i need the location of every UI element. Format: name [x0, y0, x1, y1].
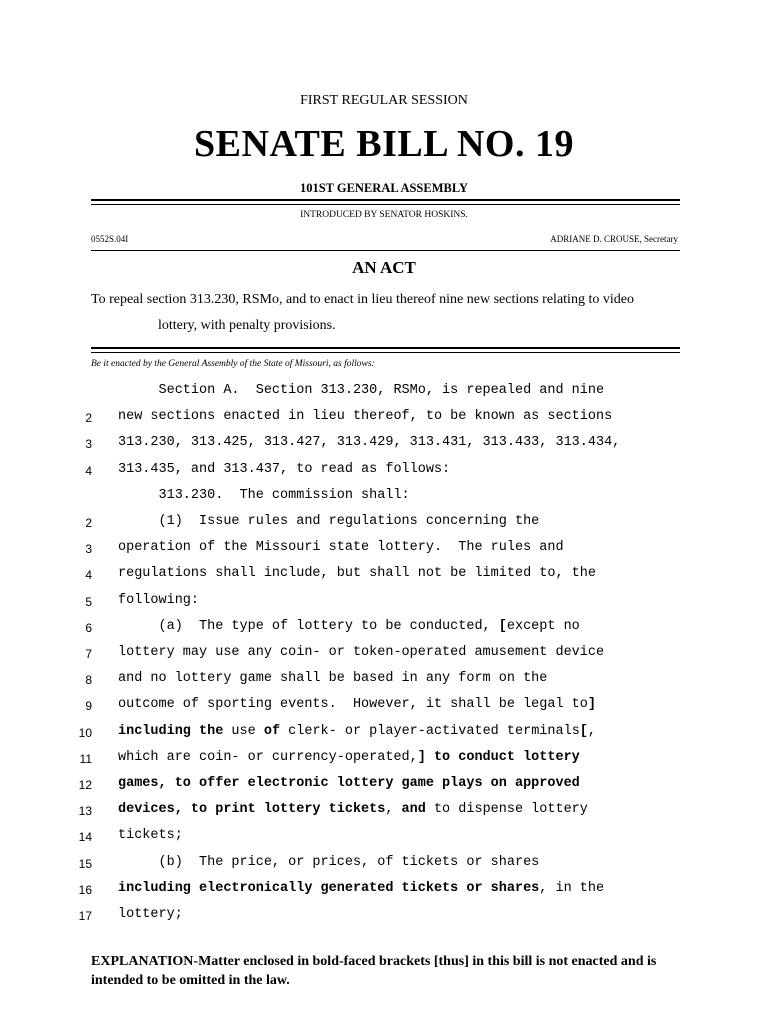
- line-text: [118, 514, 539, 529]
- bill-line: [0, 696, 768, 722]
- line-text: [118, 462, 450, 477]
- bill-line: [0, 880, 768, 906]
- line-number: 7: [85, 647, 92, 661]
- bold-text-segment: devices, to print lottery tickets: [118, 802, 386, 818]
- line-number: 14: [78, 830, 92, 845]
- bill-line: [0, 670, 768, 696]
- line-text: [118, 776, 580, 791]
- line-text: [118, 697, 596, 712]
- bold-text-segment: games, to offer electronic lottery game plays on approved: [118, 776, 580, 791]
- text-segment: and no lottery game shall be based in any form on the: [118, 671, 548, 687]
- line-number: 15: [78, 856, 92, 871]
- text-segment: clerk- or player-activated terminals: [280, 723, 580, 739]
- text-segment: tickets;: [118, 828, 183, 844]
- act-rule-thin: [91, 352, 680, 353]
- text-segment: ,: [385, 802, 402, 818]
- line-number: 12: [78, 778, 92, 792]
- line-number: 11: [79, 751, 92, 766]
- line-text: [118, 566, 596, 581]
- line-text: [118, 409, 612, 424]
- line-text: [118, 435, 620, 450]
- line-number: 17: [78, 909, 92, 923]
- bill-line: [0, 854, 768, 880]
- act-purpose-line-1: To repeal section 313.230, RSMo, and to enact in lieu thereof nine new sections relating to video: [91, 292, 634, 307]
- text-segment: lottery may use any coin- or token-operated amusement device: [118, 645, 605, 660]
- line-number: 4: [85, 463, 92, 478]
- line-number: 6: [85, 620, 92, 635]
- text-segment: except no: [506, 618, 580, 634]
- line-text: [118, 855, 539, 870]
- text-segment: use: [223, 723, 264, 739]
- line-text: [118, 619, 580, 634]
- text-segment: (b) The price, or prices, of tickets or shares: [118, 854, 540, 870]
- text-segment: 313.230. The commission shall:: [118, 487, 410, 503]
- bill-line: [0, 906, 768, 932]
- bold-text-segment: including the: [118, 723, 224, 739]
- bill-line: [0, 723, 768, 749]
- line-number: 3: [85, 542, 92, 557]
- line-text: [118, 671, 547, 686]
- line-number: 4: [85, 568, 92, 583]
- bold-text-segment: of: [263, 723, 281, 739]
- bill-line: [0, 382, 768, 408]
- act-purpose-line-2: lottery, with penalty provisions.: [158, 318, 336, 333]
- header-rule-thick: [91, 199, 680, 201]
- bill-line: [0, 644, 768, 670]
- bill-line: [0, 539, 768, 565]
- text-segment: (1) Issue rules and regulations concerning the: [118, 514, 540, 529]
- text-segment: operation of the Missouri state lottery. The rules and: [118, 540, 564, 556]
- text-segment: new sections enacted in lieu thereof, to be known as sections: [118, 409, 613, 425]
- line-text: [118, 907, 183, 922]
- explanation-note: EXPLANATION-Matter enclosed in bold-faced brackets [thus] in this bill is not enacted and is intended to be omitted in the law.: [91, 954, 657, 988]
- line-text: [118, 540, 564, 555]
- text-segment: following:: [118, 592, 200, 608]
- text-segment: 313.435, and 313.437, to read as follows:: [118, 461, 451, 477]
- bill-line: [0, 434, 768, 460]
- line-text: [118, 750, 580, 765]
- bold-text-segment: [: [498, 618, 507, 634]
- line-number: 3: [85, 437, 92, 452]
- bill-line: [0, 749, 768, 775]
- bold-text-segment: ]: [587, 697, 596, 713]
- introduced-by: INTRODUCED BY SENATOR HOSKINS.: [300, 210, 468, 220]
- line-number: 8: [85, 673, 92, 688]
- line-number: 2: [85, 411, 92, 426]
- text-segment: regulations shall include, but shall not be limited to, the: [118, 566, 596, 582]
- bold-text-segment: [: [579, 723, 588, 739]
- act-rule-thick: [91, 347, 680, 349]
- text-segment: Section A. Section 313.230, RSMo, is repealed and nine: [118, 383, 605, 398]
- bill-code: 0552S.04I: [91, 234, 129, 244]
- act-heading: AN ACT: [352, 258, 416, 277]
- assembly-label: 101ST GENERAL ASSEMBLY: [299, 181, 469, 195]
- bill-line: [0, 775, 768, 801]
- bill-line: [0, 618, 768, 644]
- line-number: 5: [85, 594, 92, 609]
- line-number: 16: [78, 882, 92, 897]
- bill-line: [0, 461, 768, 487]
- bill-line: [0, 565, 768, 591]
- line-text: [118, 593, 199, 608]
- text-segment: (a) The type of lottery to be conducted,: [118, 618, 499, 634]
- bold-text-segment: including electronically generated tickets or shares: [118, 880, 540, 896]
- enacting-clause: Be it enacted by the General Assembly of the State of Missouri, as follows:: [91, 359, 375, 369]
- line-text: [118, 488, 410, 503]
- line-number: 10: [78, 725, 92, 740]
- text-segment: ,: [587, 723, 597, 739]
- line-text: [118, 881, 604, 896]
- text-segment: , in the: [539, 880, 605, 896]
- line-text: [118, 802, 588, 817]
- text-segment: outcome of sporting events. However, it shall be legal to: [118, 697, 588, 713]
- text-segment: 313.230, 313.425, 313.427, 313.429, 313.431, 313.433, 313.434,: [118, 435, 621, 451]
- bill-line: [0, 513, 768, 539]
- bill-title: SENATE BILL NO. 19: [194, 123, 574, 165]
- bill-line: [0, 487, 768, 513]
- bill-line: [0, 801, 768, 827]
- text-segment: to dispense lottery: [425, 802, 588, 818]
- session-label: FIRST REGULAR SESSION: [300, 93, 468, 108]
- bill-line: [0, 592, 768, 618]
- line-number: 13: [78, 804, 92, 819]
- secretary-name: ADRIANE D. CROUSE, Secretary: [550, 234, 678, 244]
- line-text: [118, 724, 596, 739]
- line-number: 9: [85, 699, 92, 714]
- line-text: [118, 828, 183, 843]
- header-rule-thin: [91, 204, 680, 205]
- text-segment: lottery;: [118, 907, 183, 922]
- bold-text-segment: ] to conduct lottery: [417, 749, 580, 765]
- act-rule-top: [91, 250, 680, 251]
- line-number: 2: [85, 516, 92, 530]
- line-text: [118, 383, 604, 398]
- bill-line: [0, 827, 768, 853]
- line-text: [118, 645, 604, 660]
- bold-text-segment: and: [401, 802, 426, 818]
- bill-line: [0, 408, 768, 434]
- text-segment: which are coin- or currency-operated,: [118, 749, 418, 765]
